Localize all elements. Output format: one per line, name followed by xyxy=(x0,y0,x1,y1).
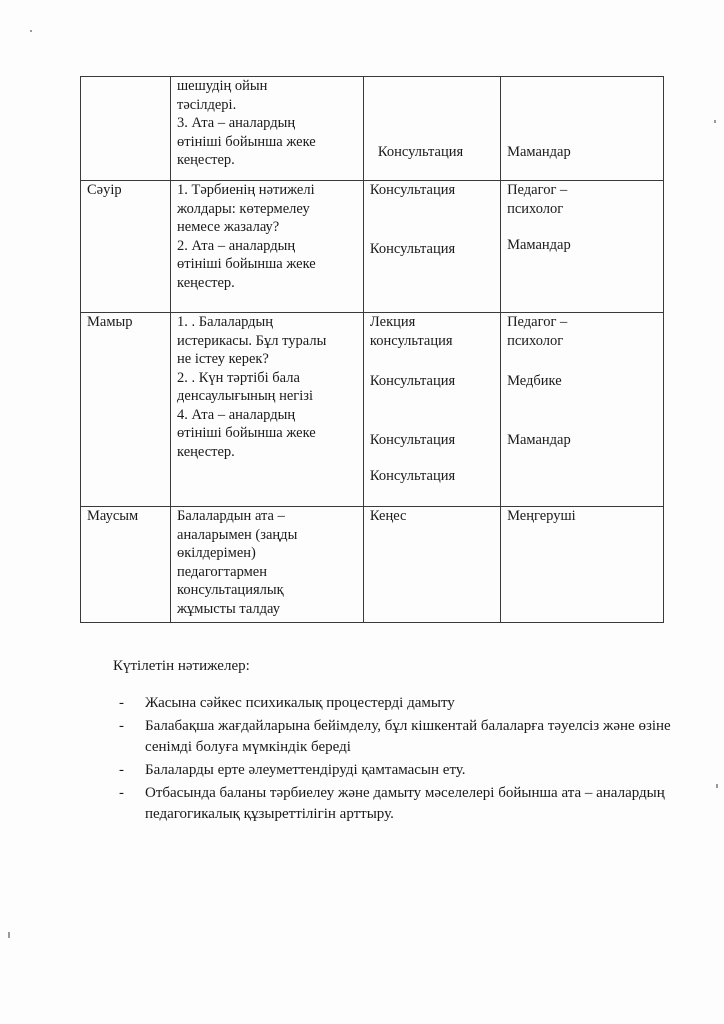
topic-cell xyxy=(171,313,364,507)
topic-line: денсаулығының негізі xyxy=(177,388,313,404)
scan-speck xyxy=(30,30,32,32)
table-row xyxy=(81,181,664,313)
form-line: Консультация xyxy=(377,144,464,160)
topic-line: кеңестер. xyxy=(177,443,235,460)
expected-results-section xyxy=(113,656,673,827)
topic-line: өкілдерімен) xyxy=(177,545,256,561)
responsible-line: психолог xyxy=(507,332,564,349)
month-cell xyxy=(81,77,171,181)
list-item xyxy=(113,693,673,714)
topic-line: консультациялық xyxy=(177,582,284,598)
topic-line: 2. Ата – аналардың xyxy=(177,237,296,254)
scan-speck xyxy=(714,120,716,123)
responsible-cell xyxy=(501,313,664,507)
topic-line: 1. . Балалардың xyxy=(177,314,274,330)
responsible-line: Медбике xyxy=(507,373,562,389)
topic-line: шешудің ойын xyxy=(177,78,268,94)
responsible-line: Педагог – xyxy=(507,182,568,198)
responsible-line: Меңгеруші xyxy=(507,508,576,524)
list-item xyxy=(113,716,673,758)
responsible-cell xyxy=(501,77,664,181)
form-cell xyxy=(363,77,500,181)
topic-line: аналарымен (заңды xyxy=(177,526,298,543)
form-line: Консультация xyxy=(369,468,456,484)
form-line: Консультация xyxy=(369,182,456,198)
dash-bullet: - xyxy=(119,695,124,711)
list-item-text: Балабақша жағдайларына бейімделу, бұл кішкентай балаларға тәуелсіз және өзіне сенімді болуға мүмкіндік береді xyxy=(145,718,671,755)
topic-line: педагогтармен xyxy=(177,563,267,580)
month-cell: Маусым xyxy=(81,507,171,623)
month-cell: Сәуір xyxy=(81,181,171,313)
list-item xyxy=(113,760,673,781)
topic-line: не істеу керек? xyxy=(177,351,269,367)
responsible-line: Мамандар xyxy=(507,144,571,160)
topic-line: Балалардын ата – xyxy=(177,508,285,524)
parent-work-plan-table xyxy=(80,76,664,623)
month-cell: Мамыр xyxy=(81,313,171,507)
topic-line: жолдары: көтермелеу xyxy=(177,200,310,217)
topic-line: кеңестер. xyxy=(177,274,235,291)
responsible-cell xyxy=(501,507,664,623)
topic-cell xyxy=(171,77,364,181)
form-cell xyxy=(363,313,500,507)
responsible-line: Педагог – xyxy=(507,314,568,330)
list-item-text: Отбасында баланы тәрбиелеу және дамыту мәселелері бойынша ата – аналардың педагогикалық құзыреттілігін арттыру. xyxy=(145,785,665,822)
list-item-text: Балаларды ерте әлеуметтендіруді қамтамасын ету. xyxy=(145,762,466,778)
topic-line: истерикасы. Бұл туралы xyxy=(177,332,327,349)
topic-line: кеңестер. xyxy=(177,152,235,168)
results-title: Күтілетін нәтижелер: xyxy=(113,658,250,674)
form-line: Кеңес xyxy=(369,508,407,524)
topic-line: жұмысты талдау xyxy=(177,600,280,617)
table-row xyxy=(81,507,664,623)
table-row xyxy=(81,77,664,181)
table-row xyxy=(81,313,664,507)
topic-cell xyxy=(171,181,364,313)
topic-line: өтініші бойынша жеке xyxy=(177,256,316,272)
form-line: Консультация xyxy=(369,431,456,448)
topic-line: тәсілдері. xyxy=(177,96,237,113)
form-cell xyxy=(363,507,500,623)
responsible-line: психолог xyxy=(507,200,564,217)
topic-line: 4. Ата – аналардың xyxy=(177,406,296,423)
scan-speck xyxy=(8,932,10,938)
list-item xyxy=(113,783,673,825)
responsible-cell xyxy=(501,181,664,313)
results-list xyxy=(113,693,673,825)
topic-line: немесе жазалау? xyxy=(177,219,280,235)
dash-bullet: - xyxy=(119,718,124,734)
topic-cell xyxy=(171,507,364,623)
topic-line: 1. Тәрбиенің нәтижелі xyxy=(177,182,315,198)
responsible-line: Мамандар xyxy=(507,431,571,448)
topic-line: өтініші бойынша жеке xyxy=(177,133,316,150)
list-item-text: Жасына сәйкес психикалық процестерді дамыту xyxy=(145,695,455,711)
form-line: консультация xyxy=(369,332,453,349)
topic-line: 3. Ата – аналардың xyxy=(177,115,296,131)
form-cell xyxy=(363,181,500,313)
dash-bullet: - xyxy=(119,785,124,801)
scan-speck xyxy=(716,784,718,788)
topic-line: өтініші бойынша жеке xyxy=(177,425,316,441)
responsible-line: Мамандар xyxy=(507,237,571,253)
form-line: Консультация xyxy=(369,373,456,389)
form-line: Консультация xyxy=(369,240,456,257)
form-line: Лекция xyxy=(369,314,416,330)
topic-line: 2. . Күн тәртібі бала xyxy=(177,369,300,386)
dash-bullet: - xyxy=(119,762,124,778)
